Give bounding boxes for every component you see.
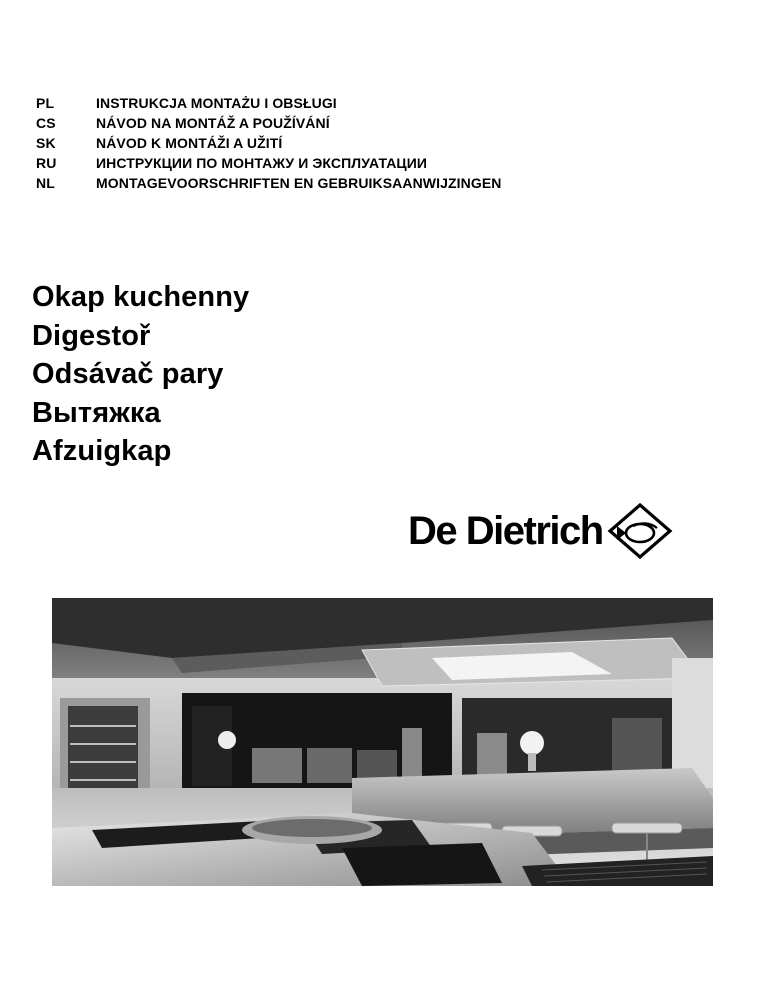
product-name-ru: Вытяжка (32, 396, 161, 429)
language-code: RU (36, 155, 57, 171)
product-name-cs: Digestoř (32, 319, 151, 352)
de-dietrich-horn-diamond-icon (607, 502, 673, 560)
language-title: NÁVOD NA MONTÁŽ A POUŽÍVÁNÍ (96, 115, 330, 131)
language-code: CS (36, 115, 56, 131)
language-row-pl (36, 93, 502, 113)
language-row-sk (36, 133, 502, 153)
language-code: SK (36, 135, 56, 151)
language-title: MONTAGEVOORSCHRIFTEN EN GEBRUIKSAANWIJZINGEN (96, 175, 502, 191)
language-list (36, 93, 502, 193)
product-name-nl: Afzuigkap (32, 435, 172, 467)
language-title: NÁVOD K MONTÁŽI A UŽITÍ (96, 135, 283, 151)
language-row-cs (36, 113, 502, 133)
brand-name: De Dietrich (408, 509, 603, 553)
product-names (32, 278, 249, 471)
brand-logo (408, 502, 673, 560)
language-title: INSTRUKCJA MONTAŻU I OBSŁUGI (96, 95, 337, 111)
language-row-nl (36, 173, 502, 193)
language-code: PL (36, 95, 55, 111)
language-title: ИНСТРУКЦИИ ПО МОНТАЖУ И ЭКСПЛУАТАЦИИ (96, 155, 428, 171)
language-code: NL (36, 175, 56, 191)
product-name-sk: Odsávač pary (32, 358, 224, 390)
kitchen-interior-photo (52, 598, 713, 886)
product-name-pl: Okap kuchenny (32, 281, 250, 313)
language-row-ru (36, 153, 502, 173)
